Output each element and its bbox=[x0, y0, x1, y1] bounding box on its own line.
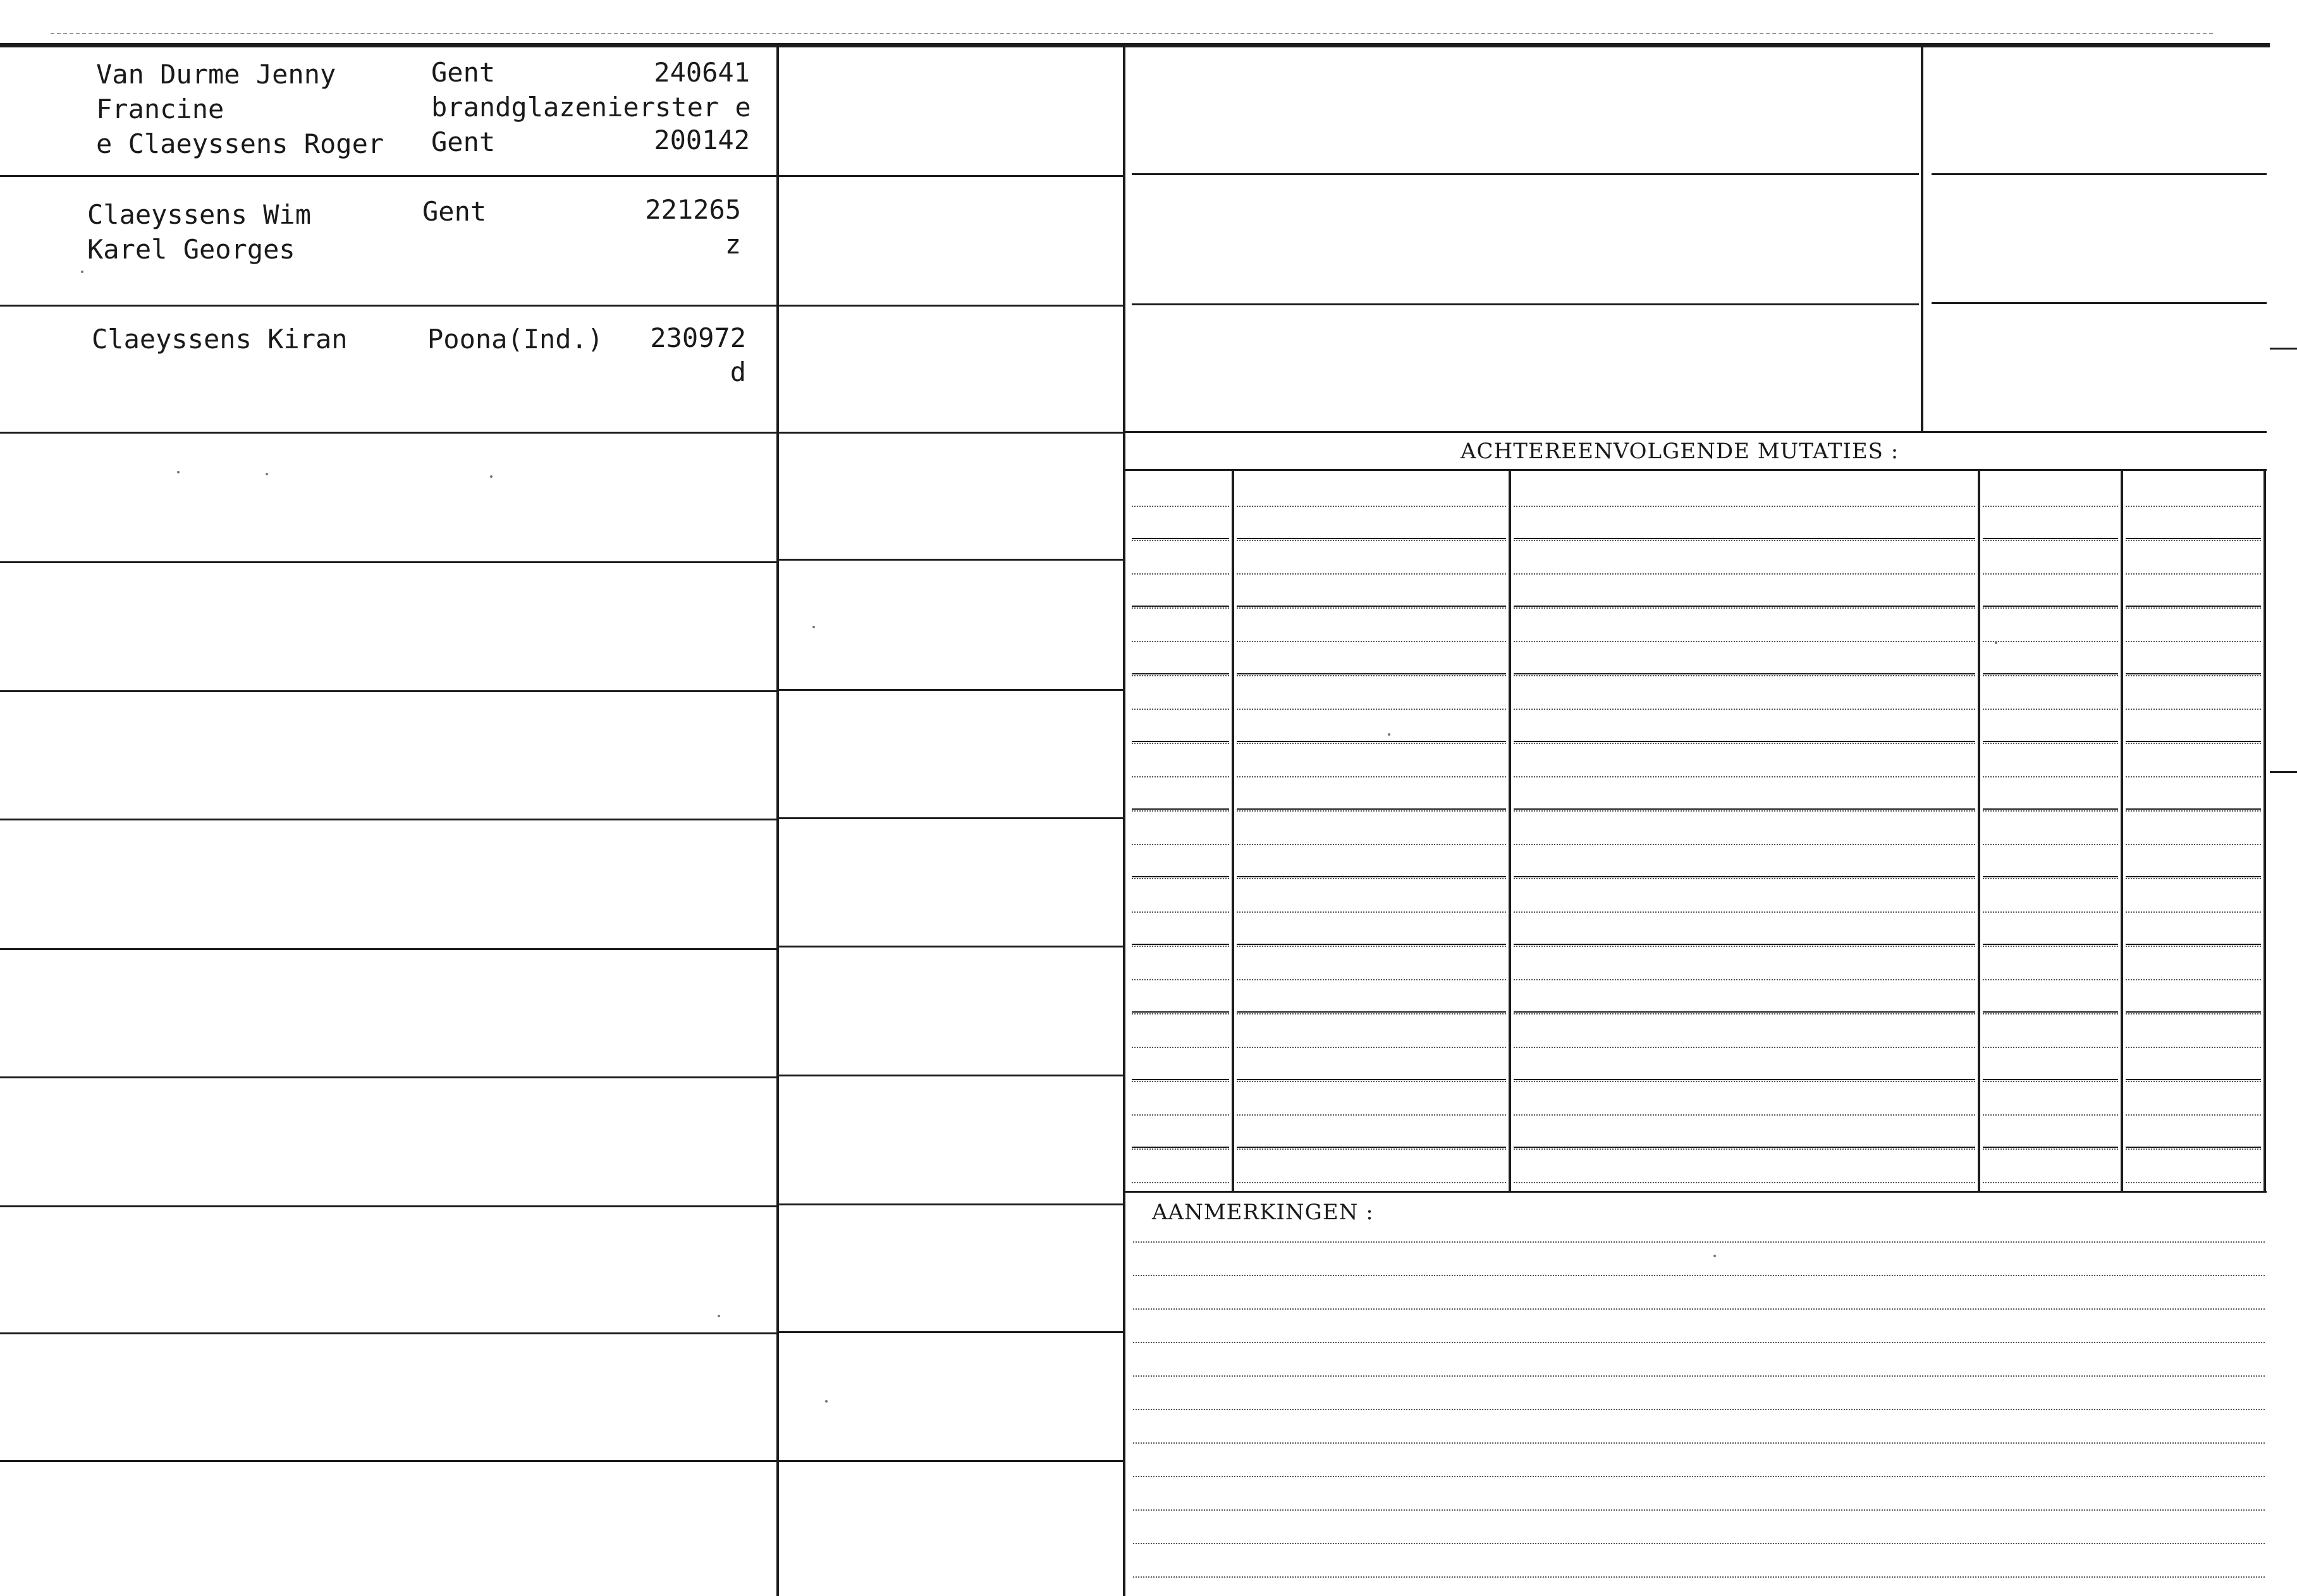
mutation-row-line bbox=[1237, 506, 1506, 507]
mut-col-3 bbox=[1978, 471, 1980, 1191]
mutation-row-rule bbox=[1983, 1079, 2118, 1080]
mutation-row-line bbox=[1514, 776, 1975, 777]
mutation-row-rule bbox=[1132, 538, 1229, 539]
mutation-row-rule bbox=[1983, 673, 2118, 674]
mutation-row-line bbox=[1237, 743, 1506, 744]
mutation-row-line bbox=[2126, 1114, 2261, 1116]
mutation-row-rule bbox=[1983, 538, 2118, 539]
mutation-row-line bbox=[1237, 1182, 1506, 1183]
speck bbox=[266, 473, 268, 475]
mutation-row-line bbox=[1237, 1148, 1506, 1150]
mutation-row-line bbox=[1237, 878, 1506, 879]
record-2-date: 221265 bbox=[645, 194, 741, 225]
top-rule bbox=[0, 43, 2270, 47]
mutation-row-rule bbox=[1514, 876, 1975, 877]
row-sep bbox=[779, 946, 1123, 947]
mutation-row-line bbox=[1983, 709, 2118, 710]
mutation-row-rule bbox=[1514, 538, 1975, 539]
mutation-row-rule bbox=[1983, 606, 2118, 607]
mutation-row-rule bbox=[1983, 876, 2118, 877]
mutation-row-rule bbox=[1237, 606, 1506, 607]
mutation-row-line bbox=[1983, 979, 2118, 980]
mutation-row-rule bbox=[1237, 944, 1506, 945]
mutation-row-line bbox=[1983, 1148, 2118, 1150]
mut-col-5 bbox=[2263, 471, 2266, 1191]
mutation-row-rule bbox=[1132, 1147, 1229, 1148]
record-3-place: Poona(Ind.) bbox=[427, 324, 604, 355]
mutation-row-line bbox=[1132, 607, 1229, 609]
record-1-occupation: brandglazenierster e bbox=[431, 92, 751, 123]
row-sep bbox=[779, 175, 1123, 177]
speck bbox=[1713, 1255, 1716, 1257]
mutations-bottom-rule bbox=[1125, 1191, 2267, 1193]
remark-line bbox=[1133, 1375, 2265, 1377]
mutation-row-line bbox=[1983, 878, 2118, 879]
mutation-row-line bbox=[1237, 810, 1506, 812]
mutation-row-line bbox=[1514, 1047, 1975, 1048]
mutation-row-rule bbox=[1983, 944, 2118, 945]
speck bbox=[81, 271, 83, 273]
mutation-row-line bbox=[1237, 979, 1506, 980]
mutation-row-line bbox=[1237, 607, 1506, 609]
mutation-row-line bbox=[2126, 1047, 2261, 1048]
mutation-row-rule bbox=[2126, 1147, 2261, 1148]
mutation-row-rule bbox=[1132, 741, 1229, 742]
mutation-row-line bbox=[1983, 675, 2118, 676]
mutation-row-rule bbox=[1983, 1011, 2118, 1013]
remark-line bbox=[1133, 1509, 2265, 1511]
col-divider-1 bbox=[776, 47, 779, 1596]
mutation-row-line bbox=[2126, 709, 2261, 710]
mutation-row-line bbox=[2126, 1013, 2261, 1014]
mutation-row-line bbox=[2126, 878, 2261, 879]
mutation-row-line bbox=[1132, 810, 1229, 812]
mutation-row-line bbox=[1983, 540, 2118, 541]
mutation-row-rule bbox=[2126, 1079, 2261, 1080]
mutation-row-rule bbox=[1983, 808, 2118, 810]
mutation-row-line bbox=[1132, 1114, 1229, 1116]
row-sep bbox=[0, 561, 776, 563]
mutation-row-rule bbox=[2126, 944, 2261, 945]
mutations-header: ACHTEREENVOLGENDE MUTATIES : bbox=[1461, 439, 1899, 464]
mutation-row-rule bbox=[1237, 1079, 1506, 1080]
mutation-row-line bbox=[2126, 506, 2261, 507]
mutation-row-line bbox=[1514, 641, 1975, 642]
mutation-row-rule bbox=[2126, 606, 2261, 607]
mutation-row-rule bbox=[1983, 1147, 2118, 1148]
record-2-place: Gent bbox=[422, 196, 487, 227]
mutation-row-line bbox=[1983, 1013, 2118, 1014]
speck bbox=[1995, 642, 1997, 644]
mutation-row-line bbox=[2126, 1182, 2261, 1183]
row-sep bbox=[0, 305, 776, 307]
mutation-row-line bbox=[1237, 540, 1506, 541]
mutation-row-rule bbox=[1514, 673, 1975, 674]
mutation-row-line bbox=[1132, 743, 1229, 744]
mutation-row-line bbox=[1132, 844, 1229, 845]
mutation-row-line bbox=[1132, 979, 1229, 980]
mutation-row-rule bbox=[1514, 808, 1975, 810]
mutation-row-line bbox=[2126, 911, 2261, 913]
record-1-spouse-date: 200142 bbox=[654, 125, 750, 155]
mutation-row-line bbox=[1514, 1013, 1975, 1014]
mutation-row-line bbox=[1132, 641, 1229, 642]
mutation-row-line bbox=[1132, 709, 1229, 710]
mutation-row-line bbox=[1983, 810, 2118, 812]
record-1-place: Gent bbox=[431, 57, 496, 88]
mutation-row-rule bbox=[1132, 808, 1229, 810]
mutation-row-line bbox=[2126, 1081, 2261, 1082]
remark-line bbox=[1133, 1476, 2265, 1477]
mutation-row-line bbox=[1237, 776, 1506, 777]
mutation-row-line bbox=[1983, 946, 2118, 947]
mutation-row-line bbox=[1237, 1013, 1506, 1014]
mutation-row-rule bbox=[1132, 673, 1229, 674]
speck bbox=[825, 1400, 828, 1403]
row-sep bbox=[779, 432, 1123, 434]
record-2-marker: z bbox=[725, 229, 741, 260]
mutation-row-line bbox=[1132, 776, 1229, 777]
mutation-row-line bbox=[1983, 573, 2118, 575]
record-1-name-line-1: Van Durme Jenny bbox=[96, 59, 336, 90]
mutation-row-line bbox=[1237, 1081, 1506, 1082]
row-sep bbox=[0, 1460, 776, 1462]
mutation-row-rule bbox=[2126, 673, 2261, 674]
mutation-row-line bbox=[1237, 1047, 1506, 1048]
row-sep bbox=[779, 817, 1123, 819]
mutation-row-line bbox=[2126, 675, 2261, 676]
mutation-row-line bbox=[1983, 1114, 2118, 1116]
mutation-row-line bbox=[2126, 641, 2261, 642]
mutation-row-rule bbox=[1514, 1011, 1975, 1013]
mutation-row-line bbox=[2126, 776, 2261, 777]
mutation-row-rule bbox=[2126, 538, 2261, 539]
mutation-row-line bbox=[1514, 946, 1975, 947]
right-row-sep bbox=[1932, 302, 2267, 304]
row-sep bbox=[0, 175, 776, 177]
mutation-row-line bbox=[1132, 911, 1229, 913]
mutation-row-line bbox=[1514, 1182, 1975, 1183]
remark-line bbox=[1133, 1576, 2265, 1578]
record-3-date: 230972 bbox=[650, 322, 746, 353]
mutation-row-line bbox=[2126, 979, 2261, 980]
remark-line bbox=[1133, 1409, 2265, 1410]
mutation-row-line bbox=[1237, 709, 1506, 710]
right-edge-tick bbox=[2270, 771, 2297, 773]
mutation-row-line bbox=[1237, 1114, 1506, 1116]
mutation-row-line bbox=[1983, 506, 2118, 507]
mutation-row-line bbox=[1132, 1081, 1229, 1082]
mut-col-4 bbox=[2121, 471, 2123, 1191]
row-sep bbox=[0, 1205, 776, 1207]
mutation-row-line bbox=[1514, 1148, 1975, 1150]
mutation-row-line bbox=[1237, 911, 1506, 913]
mutation-row-line bbox=[1132, 1013, 1229, 1014]
mutation-row-line bbox=[2126, 573, 2261, 575]
remarks-header: AANMERKINGEN : bbox=[1152, 1200, 1374, 1225]
mutation-row-rule bbox=[1132, 876, 1229, 877]
mutation-row-line bbox=[1514, 506, 1975, 507]
speck bbox=[812, 626, 815, 628]
mutation-row-line bbox=[1983, 911, 2118, 913]
mutation-row-line bbox=[2126, 844, 2261, 845]
row-sep bbox=[0, 819, 776, 820]
mutation-row-rule bbox=[2126, 1011, 2261, 1013]
mutation-row-line bbox=[1132, 573, 1229, 575]
mutation-row-line bbox=[1132, 675, 1229, 676]
mutation-row-rule bbox=[1514, 944, 1975, 945]
mutation-row-line bbox=[1983, 1081, 2118, 1082]
mutation-row-rule bbox=[1514, 606, 1975, 607]
mutation-row-line bbox=[1514, 979, 1975, 980]
mutation-row-rule bbox=[1983, 741, 2118, 742]
mutation-row-rule bbox=[1237, 673, 1506, 674]
mutation-row-rule bbox=[1132, 1011, 1229, 1013]
mutation-row-line bbox=[1983, 743, 2118, 744]
mutation-row-line bbox=[1514, 573, 1975, 575]
mutation-row-line bbox=[2126, 810, 2261, 812]
mutation-row-rule bbox=[1514, 1147, 1975, 1148]
remark-line bbox=[1133, 1275, 2265, 1276]
col-divider-2 bbox=[1123, 47, 1125, 1596]
row-sep bbox=[779, 689, 1123, 691]
mutation-row-line bbox=[1514, 1081, 1975, 1082]
mutation-row-rule bbox=[2126, 741, 2261, 742]
mutation-row-rule bbox=[1237, 876, 1506, 877]
mutation-row-rule bbox=[1237, 1011, 1506, 1013]
mutation-row-line bbox=[1132, 540, 1229, 541]
mutation-row-line bbox=[1983, 641, 2118, 642]
mutation-row-line bbox=[2126, 743, 2261, 744]
mutation-row-line bbox=[1514, 911, 1975, 913]
speck bbox=[1388, 733, 1390, 736]
speck bbox=[490, 475, 493, 478]
mutation-row-rule bbox=[1132, 944, 1229, 945]
mutation-row-rule bbox=[1237, 741, 1506, 742]
record-1-name-line-2: Francine bbox=[96, 94, 224, 125]
remark-line bbox=[1133, 1342, 2265, 1343]
mutation-row-line bbox=[1514, 1114, 1975, 1116]
mutation-row-line bbox=[2126, 1148, 2261, 1150]
mutation-row-line bbox=[1514, 709, 1975, 710]
speck bbox=[718, 1315, 720, 1317]
mutation-row-rule bbox=[2126, 876, 2261, 877]
row-sep bbox=[0, 690, 776, 692]
mutation-row-line bbox=[1237, 573, 1506, 575]
col-divider-3 bbox=[1921, 47, 1923, 433]
row-sep bbox=[0, 948, 776, 950]
remark-line bbox=[1133, 1543, 2265, 1544]
right-row-sep bbox=[1932, 173, 2267, 175]
mutation-row-line bbox=[1514, 540, 1975, 541]
mutation-row-rule bbox=[1237, 808, 1506, 810]
mutations-top-rule bbox=[1125, 431, 2267, 433]
mutation-row-rule bbox=[2126, 808, 2261, 810]
row-sep bbox=[779, 1203, 1123, 1205]
mutation-row-line bbox=[1983, 607, 2118, 609]
mutation-row-line bbox=[1514, 743, 1975, 744]
mutation-row-line bbox=[1514, 878, 1975, 879]
record-1-name-line-3: e Claeyssens Roger bbox=[96, 128, 384, 159]
remark-line bbox=[1133, 1442, 2265, 1444]
mut-col-2 bbox=[1509, 471, 1511, 1191]
row-sep bbox=[0, 1076, 776, 1078]
mutation-row-line bbox=[1514, 810, 1975, 812]
mutation-row-line bbox=[1237, 946, 1506, 947]
right-row-sep bbox=[1132, 173, 1919, 175]
top-noise bbox=[51, 33, 2213, 34]
row-sep bbox=[0, 432, 776, 434]
mutation-row-line bbox=[1514, 607, 1975, 609]
mutation-row-line bbox=[1237, 844, 1506, 845]
mutation-row-line bbox=[1237, 675, 1506, 676]
row-sep bbox=[779, 1331, 1123, 1333]
row-sep bbox=[779, 1075, 1123, 1076]
mutation-row-line bbox=[1132, 1182, 1229, 1183]
row-sep bbox=[779, 305, 1123, 307]
mutation-row-line bbox=[1132, 506, 1229, 507]
record-1-spouse-place: Gent bbox=[431, 126, 496, 157]
mutation-row-line bbox=[1983, 1182, 2118, 1183]
record-3-name-line-1: Claeyssens Kiran bbox=[92, 324, 348, 355]
remark-line bbox=[1133, 1308, 2265, 1310]
mutation-row-line bbox=[2126, 607, 2261, 609]
mutation-row-rule bbox=[1514, 1079, 1975, 1080]
mutation-row-rule bbox=[1237, 1147, 1506, 1148]
remark-line bbox=[1133, 1241, 2265, 1243]
mutation-row-line bbox=[1983, 776, 2118, 777]
mut-col-1 bbox=[1232, 471, 1234, 1191]
mutation-row-line bbox=[1132, 946, 1229, 947]
mutation-row-line bbox=[1983, 1047, 2118, 1048]
mutations-header-rule bbox=[1125, 469, 2267, 471]
mutation-row-line bbox=[1132, 878, 1229, 879]
mutation-row-line bbox=[1514, 844, 1975, 845]
mutation-row-rule bbox=[1132, 1079, 1229, 1080]
mutation-row-rule bbox=[1237, 538, 1506, 539]
mutation-row-line bbox=[2126, 540, 2261, 541]
mutation-row-line bbox=[1132, 1047, 1229, 1048]
speck bbox=[177, 471, 180, 473]
mutation-row-line bbox=[2126, 946, 2261, 947]
right-row-sep bbox=[1132, 303, 1919, 305]
mutation-row-rule bbox=[1514, 741, 1975, 742]
record-1-date: 240641 bbox=[654, 57, 750, 88]
row-sep bbox=[779, 1460, 1123, 1462]
right-edge-tick bbox=[2270, 348, 2297, 350]
row-sep bbox=[779, 559, 1123, 561]
mutation-row-rule bbox=[1132, 606, 1229, 607]
mutation-row-line bbox=[1514, 675, 1975, 676]
record-2-name-line-1: Claeyssens Wim bbox=[87, 199, 312, 230]
mutation-row-line bbox=[1237, 641, 1506, 642]
mutation-row-line bbox=[1132, 1148, 1229, 1150]
mutation-row-line bbox=[1983, 844, 2118, 845]
record-3-marker: d bbox=[730, 356, 746, 387]
row-sep bbox=[0, 1332, 776, 1334]
record-2-name-line-2: Karel Georges bbox=[87, 234, 295, 265]
